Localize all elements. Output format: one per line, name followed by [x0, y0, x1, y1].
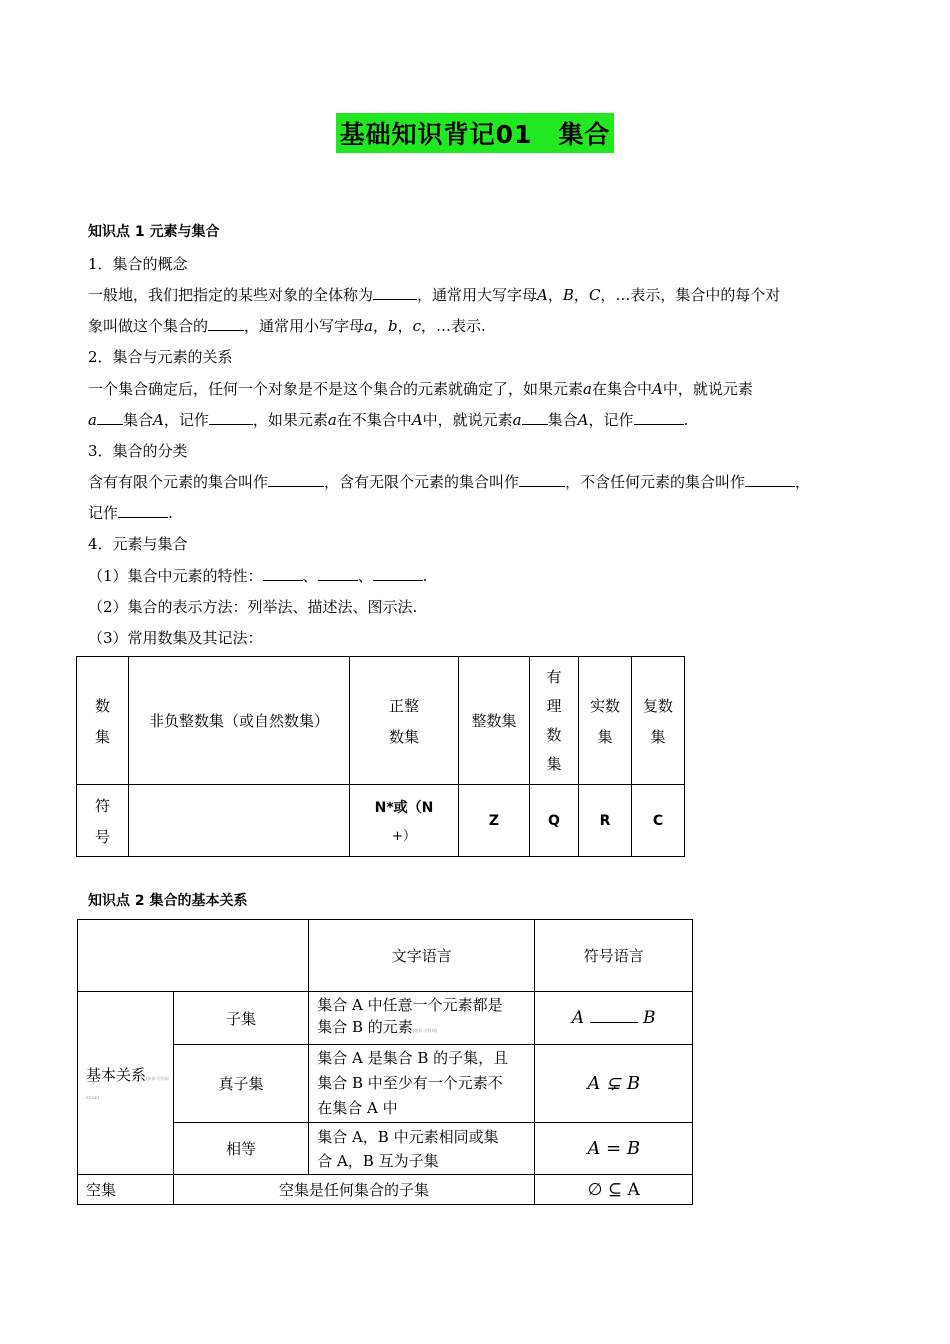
- cell-text: 集合 B 的元素: [317, 1018, 413, 1036]
- text: .: [422, 567, 428, 585]
- table-cell: Z: [459, 785, 530, 857]
- table-cell: [129, 785, 350, 857]
- table-row: [78, 1175, 693, 1205]
- var: a: [512, 411, 522, 429]
- text: 记作: [88, 504, 119, 522]
- s4-point2: （2）集合的表示方法：列举法、描述法、图示法.: [88, 598, 418, 616]
- text: 中，就说元素: [662, 380, 753, 398]
- fill-blank[interactable]: [268, 472, 324, 487]
- table-cell: 子集: [173, 992, 309, 1045]
- cell-text: +）: [392, 829, 416, 844]
- s4-point1: [88, 565, 427, 586]
- s2-line1: [88, 378, 753, 399]
- table-row: [77, 785, 685, 857]
- table-cell: [530, 657, 579, 785]
- set-relations-table: [77, 919, 693, 1205]
- text: ，记作: [163, 411, 209, 429]
- var: C: [588, 286, 601, 304]
- table-cell: [535, 992, 693, 1045]
- cell-text: 合 A，B 互为子集: [317, 1151, 439, 1170]
- var: A: [577, 411, 589, 429]
- fill-blank[interactable]: [263, 566, 303, 581]
- text: 集合: [547, 411, 578, 429]
- table-cell: [309, 1045, 535, 1123]
- table-cell: 文字语言: [309, 920, 535, 992]
- var: A: [571, 1008, 585, 1028]
- s3-line2: [88, 502, 173, 523]
- source-note: [来源:学科网ZXXK]: [86, 1075, 169, 1100]
- section-2-heading: 知识点 2 集合的基本关系: [88, 893, 248, 909]
- text: 一般地，我们把指定的某些对象的全体称为: [88, 286, 374, 304]
- table-cell: 真子集: [173, 1045, 309, 1123]
- text: 含有有限个元素的集合叫作: [88, 473, 269, 491]
- var: a: [364, 317, 373, 335]
- table-cell: [350, 785, 459, 857]
- text: ，…表示，集合中的每个对: [600, 286, 781, 304]
- var: A: [152, 411, 164, 429]
- text: ，: [573, 286, 589, 304]
- var: c: [412, 317, 422, 335]
- text: .: [683, 411, 689, 429]
- s3-heading: 3．集合的分类: [88, 442, 188, 460]
- title-wrap: [0, 113, 950, 153]
- text: .: [168, 504, 173, 522]
- text: 集合: [122, 411, 153, 429]
- fill-blank[interactable]: [373, 285, 417, 300]
- cell-text: 理: [546, 696, 562, 715]
- table-cell: A ⊊ B: [535, 1045, 693, 1123]
- cell-text: 在集合 A 中: [317, 1099, 398, 1117]
- fill-blank[interactable]: [118, 503, 168, 518]
- table-cell: [579, 657, 632, 785]
- var: A: [411, 411, 423, 429]
- fill-blank[interactable]: [373, 566, 423, 581]
- table-cell: C: [632, 785, 685, 857]
- table-cell: A = B: [535, 1123, 693, 1175]
- table-cell: [350, 657, 459, 785]
- cell-text: 集合 A 是集合 B 的子集，且: [317, 1049, 509, 1067]
- table-cell: 符号语言: [535, 920, 693, 992]
- number-sets-table: [76, 656, 685, 857]
- source-note: [来源:学科网]: [412, 1028, 438, 1033]
- table-row: [78, 920, 693, 992]
- text: ，不含任何元素的集合叫作: [565, 473, 746, 491]
- table-cell: [78, 920, 309, 992]
- fill-blank[interactable]: [97, 410, 123, 425]
- table-cell: [632, 657, 685, 785]
- cell-text: 数集: [388, 727, 419, 746]
- var: a: [327, 411, 337, 429]
- table-row: [77, 657, 685, 785]
- text: ，记作: [588, 411, 634, 429]
- text: 中，就说元素: [422, 411, 513, 429]
- cell-text: 号: [94, 827, 110, 846]
- cell-text: 复数: [642, 696, 673, 715]
- text: ，: [795, 473, 811, 491]
- table-cell: [309, 1123, 535, 1175]
- var: a: [583, 380, 592, 398]
- cell-text: 数: [94, 696, 110, 715]
- var: A: [537, 286, 548, 304]
- table-row: [78, 992, 693, 1045]
- text: 一个集合确定后，任何一个对象是不是这个集合的元素就确定了，如果元素: [88, 380, 584, 398]
- cell-text: 集: [597, 727, 613, 746]
- text: 象叫做这个集合的: [88, 317, 209, 335]
- cell-text: 正整: [388, 696, 419, 715]
- table-cell: 空集: [78, 1175, 174, 1205]
- table-cell: Q: [530, 785, 579, 857]
- text: 、: [357, 567, 373, 585]
- cell-text: 集合 B 中至少有一个元素不: [317, 1074, 503, 1092]
- fill-blank[interactable]: [522, 410, 548, 425]
- text: ，通常用大写字母: [417, 286, 538, 304]
- cell-text: 集合 A 中任意一个元素都是: [317, 996, 503, 1014]
- cell-text: 集: [94, 727, 110, 746]
- fill-blank[interactable]: [590, 1008, 638, 1023]
- table-cell: [77, 657, 129, 785]
- s4-point3: （3）常用数集及其记法：: [88, 629, 263, 647]
- fill-blank[interactable]: [318, 566, 358, 581]
- s1-line1: [88, 284, 780, 305]
- var: a: [88, 411, 97, 429]
- text: 、: [302, 567, 318, 585]
- cell-text: N*或（N: [374, 800, 434, 816]
- text: ，: [372, 317, 388, 335]
- fill-blank[interactable]: [208, 316, 244, 331]
- fill-blank[interactable]: [209, 410, 253, 425]
- text: ，: [547, 286, 563, 304]
- cell-text: [317, 1016, 534, 1042]
- var: b: [388, 317, 398, 335]
- text: 在不集合中: [336, 411, 412, 429]
- group-label: 基本关系: [86, 1065, 147, 1084]
- cell-text: 实数: [589, 696, 620, 715]
- page-title: 基础知识背记01 集合: [336, 113, 615, 153]
- cell-text: 有: [546, 667, 562, 686]
- cell-text: 符: [94, 796, 110, 815]
- table-cell: [77, 785, 129, 857]
- table-cell: [309, 992, 535, 1045]
- table-cell: 空集是任何集合的子集: [173, 1175, 535, 1205]
- var: A: [651, 380, 663, 398]
- table-cell: 非负整数集（或自然数集）: [129, 657, 350, 785]
- cell-text: 集: [650, 727, 666, 746]
- table-cell: [78, 992, 174, 1175]
- text: ，含有无限个元素的集合叫作: [324, 473, 520, 491]
- fill-blank[interactable]: [519, 472, 565, 487]
- var: B: [562, 286, 574, 304]
- fill-blank[interactable]: [634, 410, 684, 425]
- section-1-heading: 知识点 1 元素与集合: [88, 224, 220, 240]
- text: （1）集合中元素的特性：: [88, 567, 263, 585]
- s2-heading: 2．集合与元素的关系: [88, 348, 233, 366]
- s3-line1: [88, 471, 810, 492]
- text: 在集合中: [591, 380, 652, 398]
- text: ，通常用小写字母: [244, 317, 365, 335]
- cell-text: 集合 A，B 中元素相同或集: [317, 1127, 499, 1146]
- table-cell: ∅ ⊆ A: [535, 1175, 693, 1205]
- table-cell: 整数集: [459, 657, 530, 785]
- s1-heading: 1．集合的概念: [88, 255, 188, 273]
- table-cell: R: [579, 785, 632, 857]
- text: ，如果元素: [252, 411, 328, 429]
- s1-line2: [88, 315, 486, 336]
- text: ，: [397, 317, 413, 335]
- s4-heading: 4．元素与集合: [88, 535, 188, 553]
- fill-blank[interactable]: [745, 472, 795, 487]
- s2-line2: [88, 409, 688, 430]
- var: B: [643, 1008, 656, 1028]
- table-cell: 相等: [173, 1123, 309, 1175]
- cell-text: 数: [546, 725, 562, 744]
- cell-text: 集: [546, 754, 562, 773]
- text: ，…表示.: [421, 317, 486, 335]
